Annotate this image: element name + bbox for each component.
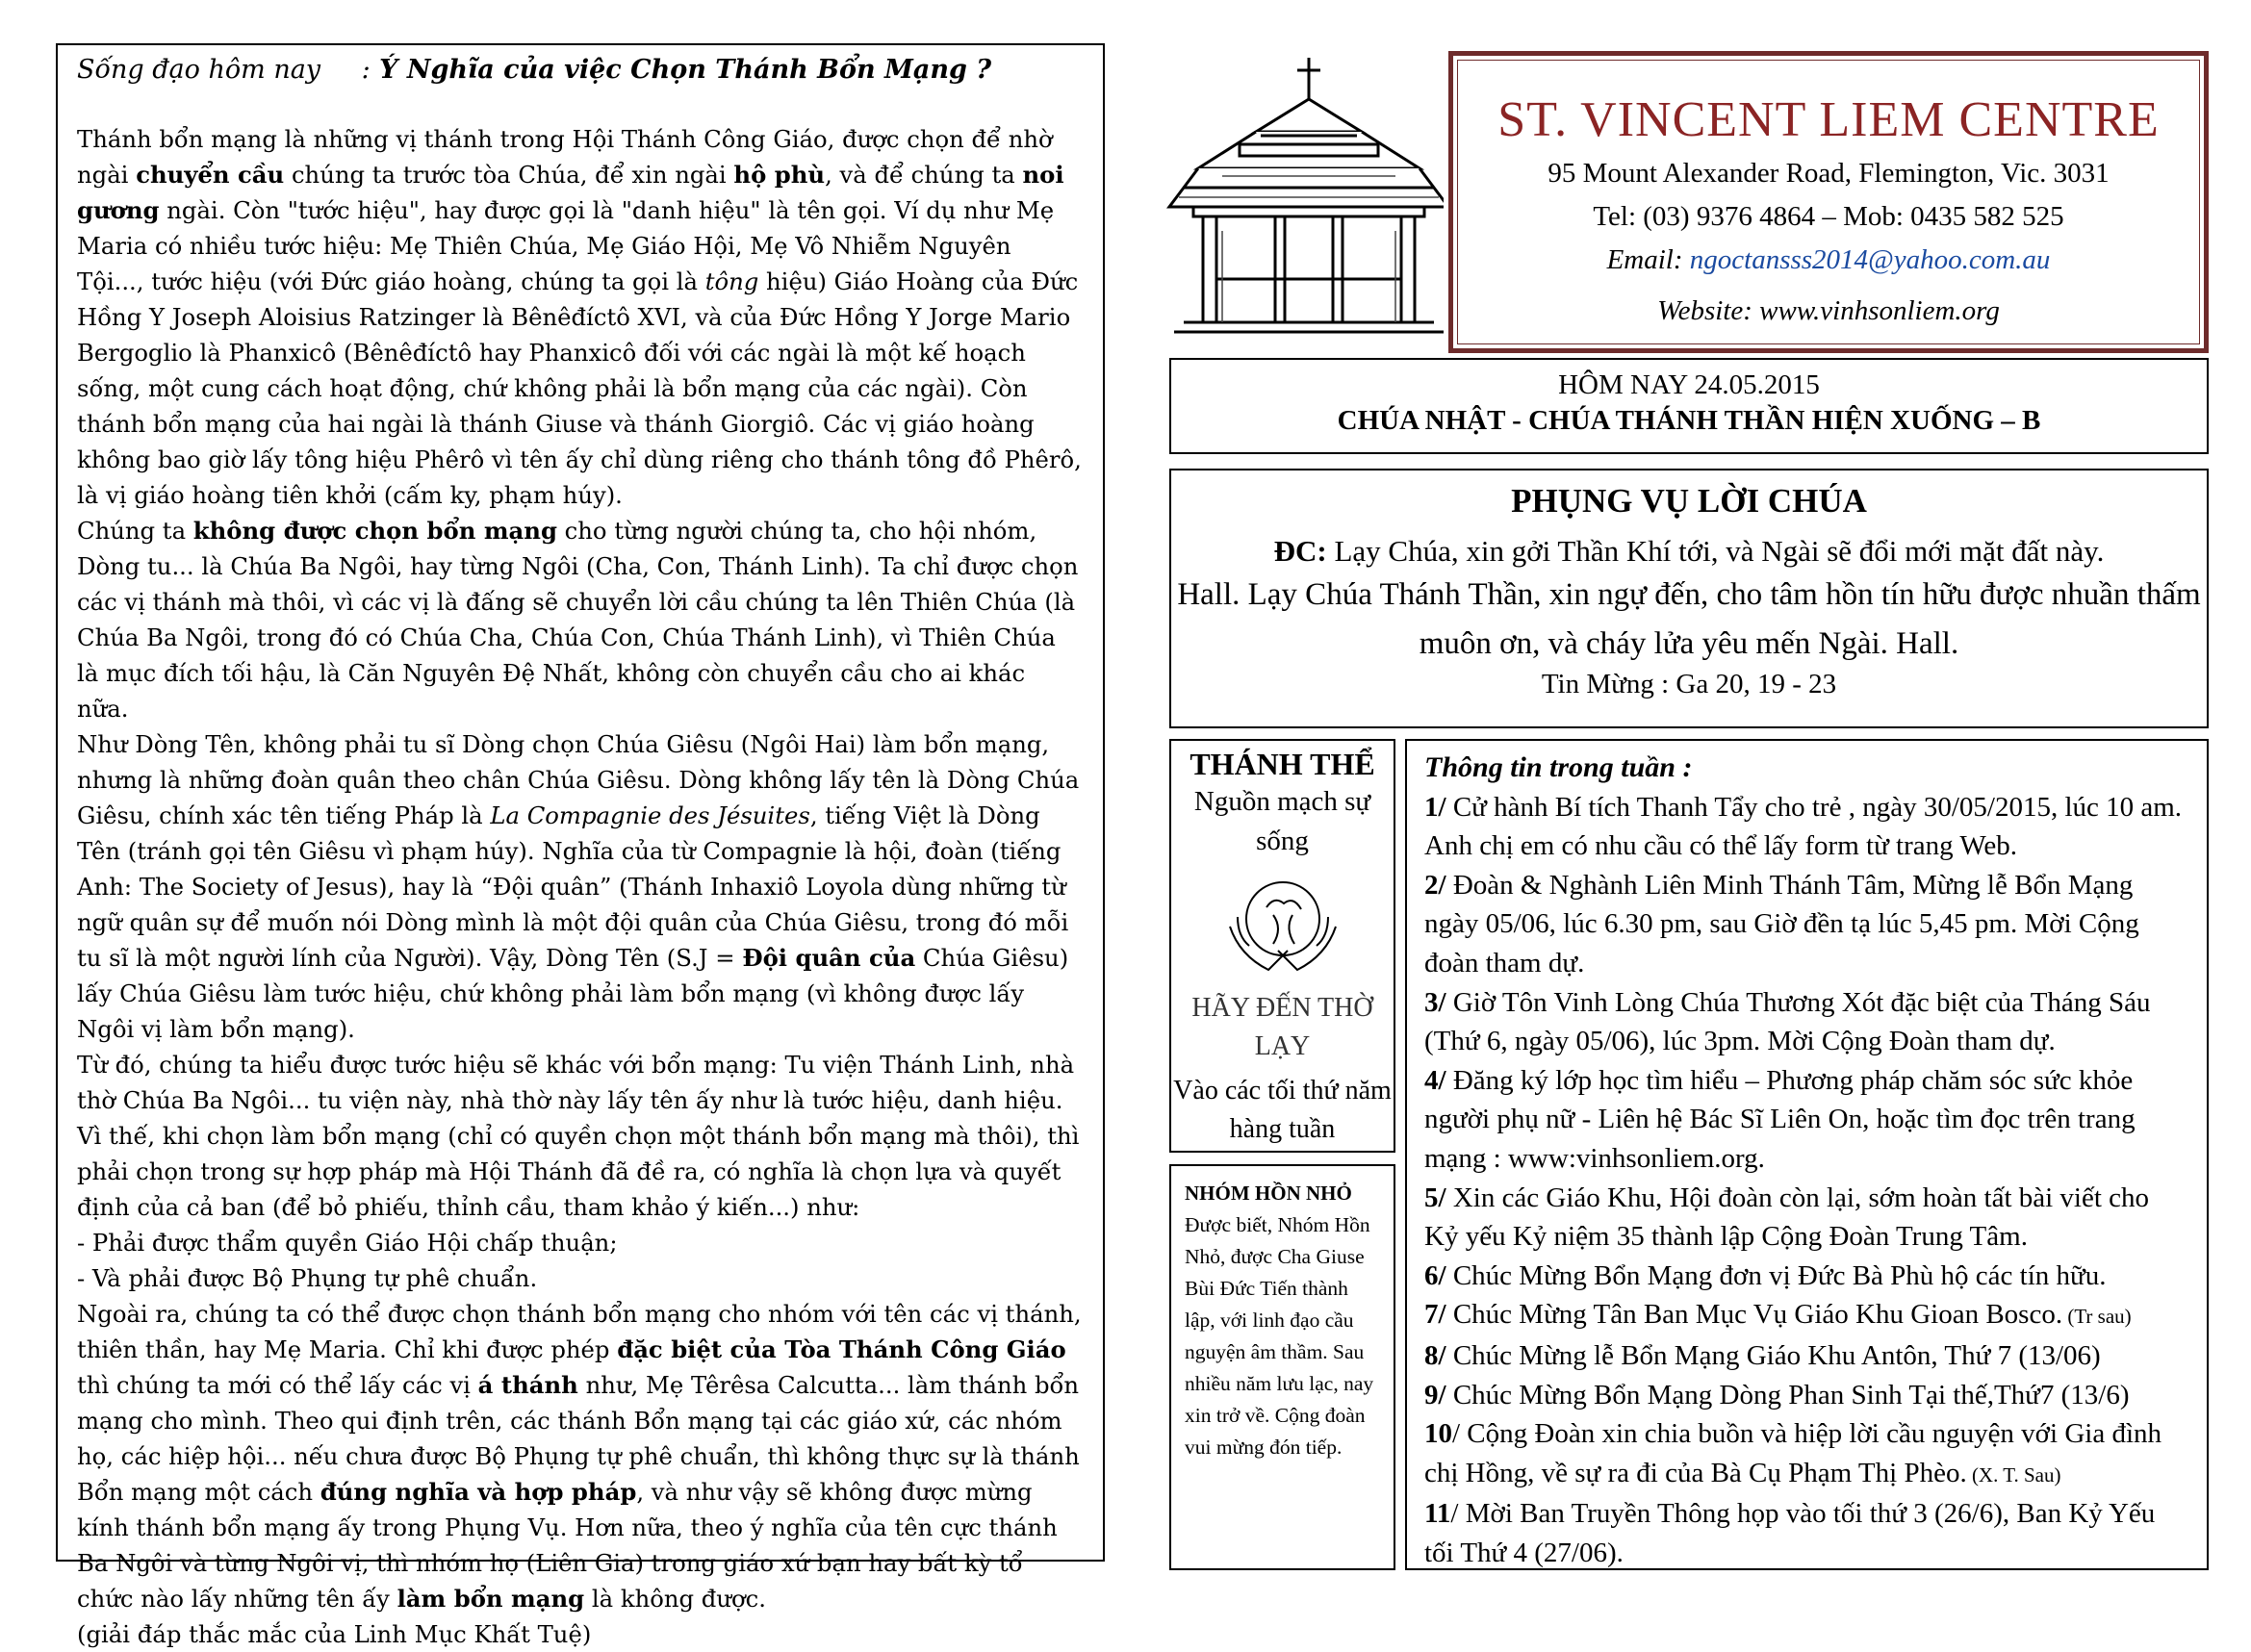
text-run: chuyển cầu — [136, 161, 285, 189]
eucharist-title: THÁNH THỂ — [1189, 747, 1375, 781]
article-box — [56, 43, 1105, 1648]
text-run: Ngoài ra, chúng ta có thể được chọn thánh bổn mạng cho nhóm với tên các vị thánh, thiên thần, hay Mẹ Maria. Chỉ khi được phép — [77, 1300, 1082, 1363]
week-item-number: 11 — [1424, 1498, 1451, 1530]
eucharist-subtitle: Nguồn mạch sự sống — [1193, 786, 1371, 856]
text-run: , và như vậy sẽ không được mừng kính thánh bổn mạng ấy trong Phụng Vụ. Hơn nữa, theo ý nghĩa của tên cực thánh Ba Ngôi và từng Ngôi vị, thì nhóm họ (Liên Gia) trong giáo xứ bạn hay bất kỳ tổ chức nào lấy những tên ấy — [77, 1478, 1058, 1613]
article-paragraph — [77, 1118, 1084, 1225]
text-run: hộ phù — [733, 161, 826, 189]
eucharist-box — [1169, 739, 1395, 1153]
week-item — [1424, 1414, 2189, 1494]
week-item-text: Chúc Mừng Tân Ban Mục Vụ Giáo Khu Gioan Bosco. — [1445, 1299, 2063, 1331]
text-run: noi gương — [77, 161, 1064, 224]
text-run: đặc biệt của Tòa Thánh Công Giáo — [617, 1335, 1066, 1363]
article-title: Ý Nghĩa của việc Chọn Thánh Bổn Mạng ? — [379, 55, 992, 85]
week-item-text: Cử hành Bí tích Thanh Tẩy cho trẻ , ngày 30/05/2015, lúc 10 am. Anh chị em có nhu cầu có thể lấy form từ trang Web. — [1424, 791, 2183, 862]
dc-label: ĐC: — [1273, 534, 1327, 568]
hall-text: Hall. Lạy Chúa Thánh Thần, xin ngự đến, cho tâm hồn tín hữu được nhuần thấm muôn ơn, và cháy lửa yêu mến Ngài. — [1177, 577, 2201, 661]
week-info-box — [1405, 739, 2209, 1570]
article-paragraph — [77, 1225, 1084, 1260]
email-link[interactable]: ngoctansss2014@yahoo.com.au — [1689, 244, 2051, 275]
text-run: Thánh bổn mạng là những vị thánh trong Hội Thánh Công Giáo, được chọn để nhờ ngài — [77, 125, 1053, 189]
pavilion-logo-icon — [1164, 53, 1444, 342]
today-box — [1169, 358, 2209, 454]
week-item-text: Chúc Mừng Bổn Mạng đơn vị Đức Bà Phù hộ các tín hữu. — [1445, 1259, 2107, 1291]
liturgy-box — [1169, 469, 2209, 728]
week-item-number: 7/ — [1424, 1299, 1446, 1331]
text-run: - Và phải được Bộ Phụng tự phê chuẩn. — [77, 1264, 538, 1292]
liturgy-response — [1171, 534, 2207, 569]
text-run: Đội quân của — [742, 944, 916, 972]
article-kicker: Sống đạo hôm nay — [77, 55, 321, 85]
text-run: , và để chúng ta — [825, 161, 1023, 189]
week-item-note: (Tr sau) — [2062, 1305, 2132, 1329]
week-item-text: Đoàn & Nghành Liên Minh Thánh Tâm, Mừng lễ Bổn Mạng ngày 05/06, lúc 6.30 pm, sau Giờ đền tạ lúc 5,45 pm. Mời Cộng đoàn tham dự. — [1424, 869, 2139, 978]
week-item-note: (X. T. Sau) — [1966, 1462, 2061, 1487]
week-item — [1424, 1336, 2189, 1376]
week-item — [1424, 1257, 2189, 1296]
week-item-text: Chúc Mừng Bổn Mạng Dòng Phan Sinh Tại thế,Thứ7 (13/6) — [1445, 1379, 2130, 1411]
centre-name: ST. VINCENT LIEM CENTRE — [1497, 92, 2160, 147]
eucharist-when: Vào các tối thứ năm hàng tuần — [1173, 1076, 1392, 1144]
week-item — [1424, 1061, 2189, 1179]
week-item-number: 2/ — [1424, 869, 1446, 901]
text-run: Như Dòng Tên, không phải tu sĩ Dòng chọn Chúa Giêsu (Ngôi Hai) làm bổn mạng, nhưng là những đoàn quân theo chân Chúa Giêsu. Dòng không lấy tên là Dòng Chúa Giêsu, chính xác tên tiếng Pháp là — [77, 730, 1080, 829]
article-separator: : — [361, 55, 371, 85]
liturgy-alleluia — [1171, 571, 2207, 669]
week-item-number: 5/ — [1424, 1182, 1446, 1213]
week-item-number: 10 — [1424, 1418, 1452, 1450]
article-paragraph — [77, 1296, 1084, 1616]
week-item-text: / Mời Ban Truyền Thông họp vào tối thứ 3 (26/6), Ban Kỷ Yếu tối Thứ 4 (27/06). — [1424, 1498, 2156, 1568]
centre-email-line — [1458, 239, 2199, 282]
week-item — [1424, 983, 2189, 1061]
week-item-number: 8/ — [1424, 1339, 1446, 1371]
text-run: hiệu) Giáo Hoàng của Đức Hồng Y Joseph Aloisius Ratzinger là Bênêđíctô XVI, và của Đức Hồng Y Jorge Mario Bergoglio là Phanxicô (Bênêđíctô hay Phanxicô đối với các ngài là một kế hoạch sống, một cung cách hoạt động, chứ không phải là bổn mạng của các ngài). Còn thánh bổn mạng của hai ngài là thánh Giuse và thánh Giorgiô. Các vị giáo hoàng không bao giờ lấy tông hiệu Phêrô vì tên ấy chỉ dùng riêng cho thánh tông đồ Phêrô, là vị giáo hoàng tiên khởi (cấm ky, phạm húy). — [77, 267, 1082, 509]
text-run: Vì thế, khi chọn làm bổn mạng (chỉ có quyền chọn một thánh bổn mạng mà thôi), thì phải chọn trong sự hợp pháp mà Hội Thánh đã đề ra, có nghĩa là chọn lựa và quyết định của cả ban (để bỏ phiếu, thỉnh cầu, tham khảo ý kiến...) như: — [77, 1122, 1080, 1221]
text-run: cho từng người chúng ta, cho hội nhóm, Dòng tu... là Chúa Ba Ngôi, hay từng Ngôi (Cha, Con, Thánh Linh). Ta chỉ được chọn các vị thánh mà thôi, vì các vị là đấng sẽ chuyển lời cầu chúng ta lên Thiên Chúa (là Chúa Ba Ngôi, trong đó có Chúa Cha, Chúa Con, Chúa Thánh Linh), vì Thiên Chúa là mục đích tối hậu, là Căn Nguyên Đệ Nhất, không còn chuyển cầu cho ai khác nữa. — [77, 517, 1079, 723]
text-run: ngài. Còn "tước hiệu", hay được gọi là "danh hiệu" là tên gọi. Ví dụ như Mẹ Maria có nhiều tước hiệu: Mẹ Thiên Chúa, Mẹ Giáo Hội, Mẹ Vô Nhiễm Nguyên Tội..., tước hiệu (với Đức giáo hoàng, chúng ta gọi là — [77, 196, 1055, 295]
text-run: Từ đó, chúng ta hiểu được tước hiệu sẽ khác với bổn mạng: Tu viện Thánh Linh, nhà thờ Chúa Ba Ngôi... tu viện này, nhà thờ này lấy tên ấy như là tước hiệu, danh hiệu. — [77, 1051, 1075, 1114]
article-paragraph — [77, 513, 1084, 726]
centre-header-inner — [1457, 60, 2200, 344]
liturgy-title: PHỤNG VỤ LỜI CHÚA — [1511, 482, 1867, 520]
week-item — [1424, 1376, 2189, 1415]
hall-end: Hall. — [1887, 626, 1959, 661]
today-date: HÔM NAY 24.05.2015 — [1558, 369, 1820, 400]
small-group-box — [1169, 1164, 1395, 1570]
dc-text: Lạy Chúa, xin gởi Thần Khí tới, và Ngài sẽ đổi mới mặt đất này. — [1326, 534, 2105, 568]
week-item-text: Chúc Mừng lễ Bổn Mạng Giáo Khu Antôn, Thứ 7 (13/06) — [1445, 1339, 2101, 1371]
eucharist-call: HÃY ĐẾN THỜ LẠY — [1191, 993, 1373, 1061]
text-run: là không được. — [584, 1585, 766, 1613]
text-run: chúng ta trước tòa Chúa, để xin ngài — [284, 161, 734, 189]
text-run: (giải đáp thắc mắc của Linh Mục Khất Tuệ) — [77, 1620, 592, 1648]
week-item-number: 6/ — [1424, 1259, 1446, 1291]
week-item-number: 4/ — [1424, 1064, 1446, 1096]
week-item — [1424, 1494, 2189, 1572]
text-run: đúng nghĩa và hợp pháp — [320, 1478, 637, 1506]
week-item-number: 9/ — [1424, 1379, 1446, 1411]
article-paragraph — [77, 1260, 1084, 1296]
small-group-text: Được biết, Nhóm Hồn Nhỏ, được Cha Giuse Bùi Đức Tiến thành lập, với linh đạo cầu nguyện âm thầm. Sau nhiều năm lưu lạc, nay xin trở về. Cộng đoàn vui mừng đón tiếp. — [1185, 1213, 1374, 1459]
centre-website[interactable]: Website: www.vinhsonliem.org — [1657, 295, 2000, 326]
text-run: làm bổn mạng — [396, 1585, 585, 1613]
today-feast: CHÚA NHẬT - CHÚA THÁNH THẦN HIỆN XUỐNG – B — [1337, 405, 2041, 436]
week-item — [1424, 788, 2189, 866]
text-run: Chúng ta — [77, 517, 193, 545]
week-item — [1424, 866, 2189, 983]
text-run: tông — [704, 267, 759, 295]
eucharist-host-icon — [1220, 869, 1345, 984]
text-run: á thánh — [477, 1371, 578, 1399]
article-paragraph — [77, 121, 1084, 513]
text-run: thì chúng ta mới có thể lấy các vị — [77, 1371, 478, 1399]
text-run: Chúa Giêsu) lấy Chúa Giêsu làm tước hiệu, chứ không phải làm bổn mạng (vì không được lấy Ngôi vị làm bổn mạng). — [77, 944, 1069, 1043]
week-info-list — [1424, 788, 2189, 1573]
text-run: như, Mẹ Têrêsa Calcutta... làm thánh bổn mạng cho mình. Theo qui định trên, các thánh Bổn mạng tại các giáo xứ, các nhóm họ, các hiệp hội... nếu chưa được Bộ Phụng tự phê chuẩn, thì không thực sự là thánh Bổn mạng một cách — [77, 1371, 1080, 1506]
week-item-text: Đăng ký lớp học tìm hiểu – Phương pháp chăm sóc sức khỏe người phụ nữ - Liên hệ Bác Sĩ Liên On, hoặc tìm đọc trên trang mạng : www:vinhsonliem.org. — [1424, 1064, 2136, 1174]
centre-header — [1448, 51, 2209, 353]
article-paragraph — [77, 726, 1084, 1047]
week-item-text: / Cộng Đoàn xin chia buồn và hiệp lời cầu nguyện với Gia đình chị Hồng, về sự ra đi của Bà Cụ Phạm Thị Phèo. — [1424, 1418, 2162, 1488]
week-item-number: 3/ — [1424, 986, 1446, 1018]
text-run: - Phải được thẩm quyền Giáo Hội chấp thuận; — [77, 1229, 618, 1257]
centre-phone: Tel: (03) 9376 4864 – Mob: 0435 582 525 — [1593, 201, 2064, 232]
text-run: La Compagnie des Jésuites — [490, 801, 810, 829]
week-info-title: Thông tin trong tuần : — [1424, 751, 1693, 783]
week-item-text: Giờ Tôn Vinh Lòng Chúa Thương Xót đặc biệt của Tháng Sáu (Thứ 6, ngày 05/06), lúc 3pm. Mời Cộng Đoàn tham dự. — [1424, 986, 2151, 1057]
small-group-title: NHÓM HỒN NHỎ — [1185, 1182, 1352, 1205]
liturgy-gospel: Tin Mừng : Ga 20, 19 - 23 — [1541, 669, 1837, 699]
article-source — [77, 1616, 1084, 1652]
text-run: không được chọn bổn mạng — [192, 517, 557, 545]
email-label: Email: — [1606, 244, 1683, 275]
week-item — [1424, 1295, 2189, 1336]
centre-address: 95 Mount Alexander Road, Flemington, Vic. 3031 — [1548, 158, 2110, 189]
article-title-wrap — [362, 55, 991, 85]
week-item-number: 1/ — [1424, 791, 1446, 823]
text-run: , tiếng Việt là Dòng Tên (tránh gọi tên Giêsu vì phạm húy). Nghĩa của từ Compagnie là hội, đoàn (tiếng Anh: The Society of Jesus), hay là “Đội quân” (Thánh Inhaxiô Loyola dùng những từ ngữ quân sự để muốn nói Dòng mình là một đội quân của Chúa Giêsu, trong đó mỗi tu sĩ là một người lính của Người). Vậy, Dòng Tên (S.J = — [77, 801, 1069, 972]
week-item — [1424, 1179, 2189, 1257]
week-item-text: Xin các Giáo Khu, Hội đoàn còn lại, sớm hoàn tất bài viết cho Kỷ yếu Kỷ niệm 35 thành lập Cộng Đoàn Trung Tâm. — [1424, 1182, 2150, 1253]
article-body — [77, 121, 1084, 1652]
article-paragraph — [77, 1047, 1084, 1118]
article-heading — [77, 55, 1084, 85]
